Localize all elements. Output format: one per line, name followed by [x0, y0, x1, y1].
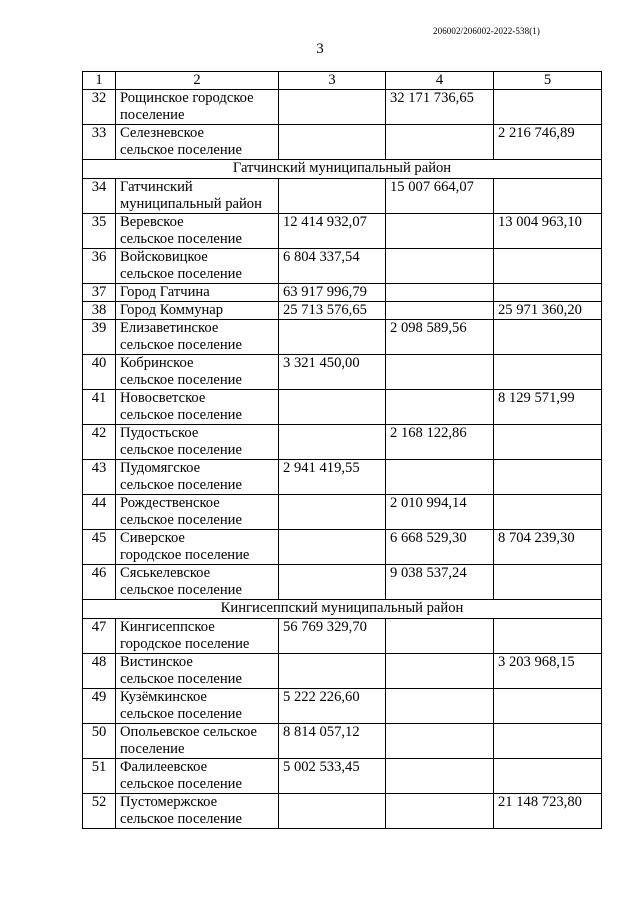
amount-cell-c4: [386, 302, 494, 320]
municipality-name-line: Рождественское: [120, 495, 220, 511]
amount-cell-c4: 15 007 664,07: [386, 179, 494, 214]
amount-cell-c4: [386, 390, 494, 425]
table-row: [83, 214, 602, 249]
column-header: 3: [279, 72, 386, 90]
table-row: [83, 90, 602, 125]
municipality-name-line: поселение: [120, 107, 185, 123]
amount-cell-c5: [494, 320, 602, 355]
municipality-name-line: муниципальный район: [120, 196, 262, 212]
amount-cell-c3: [279, 425, 386, 460]
amount-cell-c4: [386, 249, 494, 284]
section-title: Кингисеппский муниципальный район: [83, 600, 602, 619]
amount-cell-c4: 32 171 736,65: [386, 90, 494, 125]
municipality-name-line: Кингисеппское: [120, 619, 215, 635]
section-title: Гатчинский муниципальный район: [83, 160, 602, 179]
amount-cell-c3: [279, 530, 386, 565]
row-number: 40: [83, 355, 116, 390]
municipality-name: [116, 495, 279, 530]
column-header: 2: [116, 72, 279, 90]
municipality-name: [116, 390, 279, 425]
municipality-name-line: Селезневское: [120, 125, 204, 141]
amount-cell-c5: [494, 90, 602, 125]
amount-cell-c4: [386, 724, 494, 759]
amount-cell-c3: [279, 565, 386, 600]
municipality-name: [116, 179, 279, 214]
table-row: [83, 125, 602, 160]
amount-cell-c4: [386, 619, 494, 654]
municipality-name: [116, 794, 279, 829]
table-body: [83, 90, 602, 829]
column-header: 1: [83, 72, 116, 90]
amount-cell-c4: [386, 355, 494, 390]
municipality-name: [116, 355, 279, 390]
municipality-name-line: сельское поселение: [120, 512, 242, 528]
amount-cell-c4: [386, 689, 494, 724]
row-number: 49: [83, 689, 116, 724]
municipality-name-line: Гатчинский: [120, 179, 193, 195]
municipality-name-line: Войсковицкое: [120, 249, 208, 265]
row-number: 34: [83, 179, 116, 214]
table-header-row: [83, 72, 602, 90]
table-row: [83, 179, 602, 214]
table-row: [83, 302, 602, 320]
amount-cell-c5: [494, 425, 602, 460]
amount-cell-c5: 25 971 360,20: [494, 302, 602, 320]
municipality-name: [116, 125, 279, 160]
row-number: 36: [83, 249, 116, 284]
row-number: 52: [83, 794, 116, 829]
municipality-name-line: Кобринское: [120, 355, 194, 371]
amount-cell-c5: [494, 724, 602, 759]
allocation-table: [82, 71, 602, 829]
municipality-name-line: Сяськелевское: [120, 565, 211, 581]
document-id: 206002/206002-2022-538(1): [433, 26, 540, 36]
row-number: 43: [83, 460, 116, 495]
amount-cell-c3: 5 222 226,60: [279, 689, 386, 724]
table-row: [83, 495, 602, 530]
amount-cell-c3: [279, 90, 386, 125]
municipality-name-line: Город Коммунар: [120, 302, 224, 318]
amount-cell-c3: 6 804 337,54: [279, 249, 386, 284]
municipality-name-line: сельское поселение: [120, 706, 242, 722]
amount-cell-c5: [494, 249, 602, 284]
municipality-name-line: сельское поселение: [120, 337, 242, 353]
municipality-name-line: сельское поселение: [120, 372, 242, 388]
municipality-name-line: сельское поселение: [120, 231, 242, 247]
row-number: 46: [83, 565, 116, 600]
amount-cell-c5: [494, 460, 602, 495]
row-number: 48: [83, 654, 116, 689]
municipality-name-line: Вистинское: [120, 654, 193, 670]
amount-cell-c3: 5 002 533,45: [279, 759, 386, 794]
municipality-name: [116, 302, 279, 320]
amount-cell-c3: [279, 390, 386, 425]
table-row: [83, 355, 602, 390]
amount-cell-c5: [494, 565, 602, 600]
municipality-name-line: Сиверское: [120, 530, 185, 546]
municipality-name-line: сельское поселение: [120, 442, 242, 458]
row-number: 41: [83, 390, 116, 425]
municipality-name-line: сельское поселение: [120, 776, 242, 792]
municipality-name-line: поселение: [120, 741, 185, 757]
row-number: 42: [83, 425, 116, 460]
table-row: [83, 320, 602, 355]
amount-cell-c4: [386, 460, 494, 495]
table-row: [83, 654, 602, 689]
amount-cell-c5: [494, 284, 602, 302]
municipality-name: [116, 724, 279, 759]
municipality-name: [116, 214, 279, 249]
row-number: 38: [83, 302, 116, 320]
municipality-name-line: Кузёмкинское: [120, 689, 207, 705]
amount-cell-c4: 2 098 589,56: [386, 320, 494, 355]
section-heading-row: [83, 600, 602, 619]
amount-cell-c5: [494, 179, 602, 214]
amount-cell-c3: [279, 125, 386, 160]
row-number: 33: [83, 125, 116, 160]
municipality-name-line: Пустомержское: [120, 794, 218, 810]
municipality-name: [116, 565, 279, 600]
amount-cell-c4: [386, 759, 494, 794]
municipality-name-line: сельское поселение: [120, 477, 242, 493]
table-row: [83, 619, 602, 654]
amount-cell-c3: 3 321 450,00: [279, 355, 386, 390]
table-row: [83, 460, 602, 495]
amount-cell-c3: 63 917 996,79: [279, 284, 386, 302]
row-number: 47: [83, 619, 116, 654]
amount-cell-c4: 6 668 529,30: [386, 530, 494, 565]
municipality-name: [116, 320, 279, 355]
amount-cell-c4: [386, 284, 494, 302]
municipality-name: [116, 689, 279, 724]
column-header: 5: [494, 72, 602, 90]
municipality-name: [116, 90, 279, 125]
table-row: [83, 530, 602, 565]
municipality-name-line: городское поселение: [120, 636, 250, 652]
amount-cell-c5: 2 216 746,89: [494, 125, 602, 160]
column-header: 4: [386, 72, 494, 90]
municipality-name-line: сельское поселение: [120, 671, 242, 687]
amount-cell-c4: 9 038 537,24: [386, 565, 494, 600]
municipality-name-line: городское поселение: [120, 547, 250, 563]
table-row: [83, 390, 602, 425]
municipality-name-line: Елизаветинское: [120, 320, 219, 336]
municipality-name: [116, 759, 279, 794]
page-number: 3: [316, 41, 324, 57]
table-row: [83, 724, 602, 759]
municipality-name: [116, 654, 279, 689]
municipality-name-line: сельское поселение: [120, 407, 242, 423]
municipality-name: [116, 460, 279, 495]
row-number: 32: [83, 90, 116, 125]
amount-cell-c5: [494, 689, 602, 724]
amount-cell-c3: [279, 495, 386, 530]
table-row: [83, 425, 602, 460]
row-number: 44: [83, 495, 116, 530]
table-row: [83, 794, 602, 829]
municipality-name-line: сельское поселение: [120, 811, 242, 827]
amount-cell-c3: [279, 179, 386, 214]
amount-cell-c5: [494, 619, 602, 654]
municipality-name: [116, 284, 279, 302]
amount-cell-c5: 21 148 723,80: [494, 794, 602, 829]
amount-cell-c3: [279, 654, 386, 689]
municipality-name-line: сельское поселение: [120, 142, 242, 158]
amount-cell-c5: [494, 495, 602, 530]
municipality-name-line: сельское поселение: [120, 582, 242, 598]
municipality-name-line: сельское поселение: [120, 266, 242, 282]
row-number: 50: [83, 724, 116, 759]
municipality-name-line: Пудомягское: [120, 460, 201, 476]
section-heading-row: [83, 160, 602, 179]
table-row: [83, 565, 602, 600]
amount-cell-c4: 2 168 122,86: [386, 425, 494, 460]
municipality-name: [116, 425, 279, 460]
row-number: 37: [83, 284, 116, 302]
municipality-name-line: Пудостьское: [120, 425, 199, 441]
amount-cell-c4: [386, 125, 494, 160]
table-row: [83, 759, 602, 794]
row-number: 45: [83, 530, 116, 565]
table-row: [83, 249, 602, 284]
row-number: 39: [83, 320, 116, 355]
amount-cell-c5: 8 704 239,30: [494, 530, 602, 565]
row-number: 51: [83, 759, 116, 794]
amount-cell-c5: [494, 759, 602, 794]
amount-cell-c4: [386, 214, 494, 249]
amount-cell-c4: [386, 794, 494, 829]
municipality-name-line: Веревское: [120, 214, 184, 230]
municipality-name-line: Новосветское: [120, 390, 206, 406]
amount-cell-c3: 12 414 932,07: [279, 214, 386, 249]
municipality-name-line: Рощинское городское: [120, 90, 254, 106]
amount-cell-c3: 56 769 329,70: [279, 619, 386, 654]
municipality-name-line: Опольевское сельское: [120, 724, 257, 740]
municipality-name-line: Город Гатчина: [120, 284, 210, 300]
table-row: [83, 284, 602, 302]
amount-cell-c3: [279, 320, 386, 355]
amount-cell-c3: 2 941 419,55: [279, 460, 386, 495]
municipality-name: [116, 249, 279, 284]
municipality-name-line: Фалилеевское: [120, 759, 208, 775]
amount-cell-c3: 25 713 576,65: [279, 302, 386, 320]
municipality-name: [116, 619, 279, 654]
amount-cell-c4: [386, 654, 494, 689]
row-number: 35: [83, 214, 116, 249]
amount-cell-c5: 8 129 571,99: [494, 390, 602, 425]
table-row: [83, 689, 602, 724]
amount-cell-c5: 13 004 963,10: [494, 214, 602, 249]
amount-cell-c3: 8 814 057,12: [279, 724, 386, 759]
amount-cell-c4: 2 010 994,14: [386, 495, 494, 530]
amount-cell-c5: 3 203 968,15: [494, 654, 602, 689]
amount-cell-c5: [494, 355, 602, 390]
municipality-name: [116, 530, 279, 565]
amount-cell-c3: [279, 794, 386, 829]
